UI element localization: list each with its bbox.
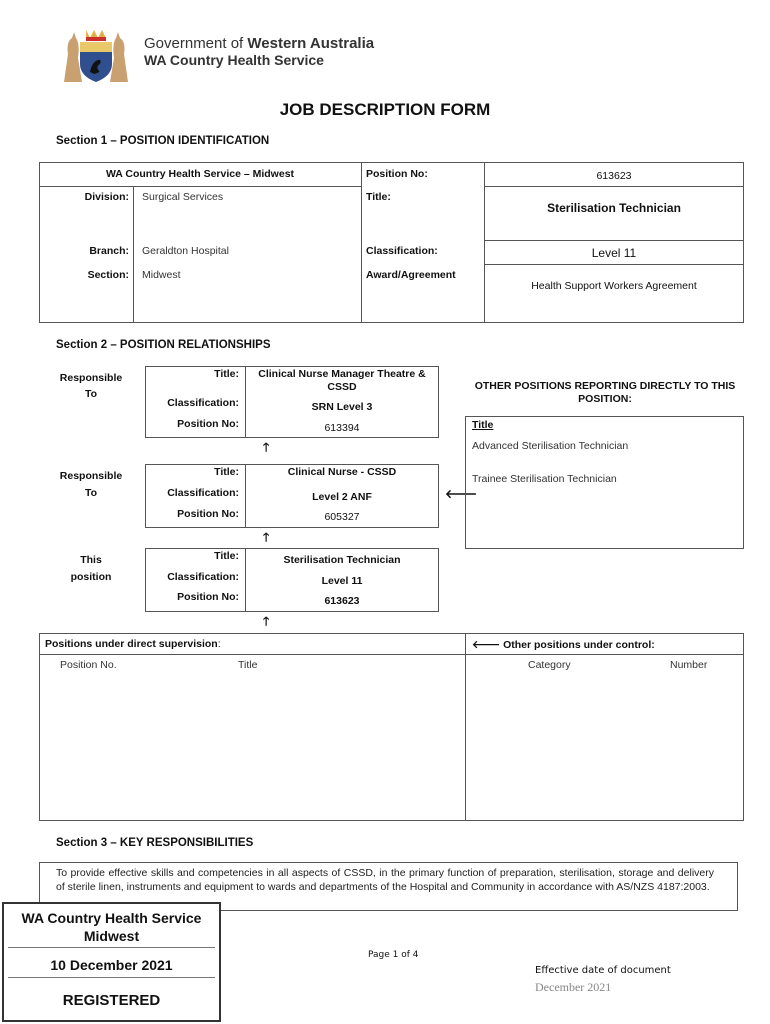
division-label: Division: (84, 191, 129, 203)
award-label: Award/Agreement (366, 269, 456, 281)
stamp-status: REGISTERED (62, 992, 161, 1009)
col-position-no: Position No. (60, 659, 117, 671)
section3-heading: Section 3 – KEY RESPONSIBILITIES (56, 837, 254, 849)
stamp-date: 10 December 2021 (50, 957, 173, 973)
award-value: Health Support Workers Agreement (531, 280, 697, 292)
box3-class-label: Classification: (167, 571, 239, 583)
org-line-2: WA Country Health Service (144, 52, 324, 68)
org-line-1 (144, 35, 374, 52)
other-positions-heading: OTHER POSITIONS REPORTING DIRECTLY TO THIS POSITION: (474, 380, 736, 405)
crest-logo (56, 24, 136, 86)
effective-date-label: Effective date of document (535, 965, 671, 976)
stamp-line-1: WA Country Health Service (21, 910, 202, 926)
box1-class-label: Classification: (167, 397, 239, 409)
box1-title: Clinical Nurse Manager Theatre & CSSD (258, 368, 426, 393)
position-no-label: Position No: (366, 168, 428, 180)
box3-title: Sterilisation Technician (283, 554, 401, 566)
page-number: Page 1 of 4 (368, 950, 419, 960)
box3-posno-label: Position No: (177, 591, 239, 603)
stamp-line-2: Midwest (83, 928, 140, 944)
box2-posno-label: Position No: (177, 508, 239, 520)
service-name: WA Country Health Service – Midwest (105, 168, 295, 180)
other-position-2: Trainee Sterilisation Technician (472, 473, 617, 485)
box1-classification: SRN Level 3 (311, 401, 373, 413)
box1-posno-label: Position No: (177, 418, 239, 430)
direct-supervision-label: Positions under direct supervision: (45, 638, 221, 650)
arrow-up-icon: 🡑 (263, 440, 270, 454)
branch-value: Geraldton Hospital (142, 245, 229, 257)
branch-label: Branch: (89, 245, 129, 257)
key-responsibilities-text: To provide effective skills and competencies in all aspects of CSSD, in the primary function of preparation, sterilisation, storage and delivery of sterile linen, instruments and equipment to wards and departments of the Hospital and Community in accordance with AS/NZS 4187:2003. (56, 867, 714, 893)
org-line-1-prefix: Government of (144, 35, 248, 52)
box1-left-label-2: To (84, 388, 98, 400)
arrow-up-icon: 🡑 (263, 614, 270, 628)
position-no-value: 613623 (596, 170, 632, 182)
other-control-label (472, 638, 655, 651)
box1-position-no: 613394 (324, 422, 360, 434)
title-label: Title: (366, 191, 391, 203)
box3-left-label-1: This (80, 554, 102, 566)
box2-left-label-2: To (84, 487, 98, 499)
effective-date-value: December 2021 (535, 980, 612, 994)
other-control-text: Other positions under control: (503, 639, 655, 651)
title-value: Sterilisation Technician (547, 201, 681, 215)
box1-left-label-1: Responsible (59, 372, 123, 384)
arrow-left-icon: 🡐 (472, 639, 501, 651)
other-position-1: Advanced Sterilisation Technician (472, 440, 629, 452)
supervision-table (39, 633, 744, 821)
col-number: Number (670, 659, 708, 671)
box3-classification: Level 11 (321, 575, 363, 587)
arrow-left-icon: 🡐 (445, 487, 478, 501)
col-title: Title (238, 659, 258, 671)
box2-position-no: 605327 (324, 511, 360, 523)
registered-stamp (2, 902, 221, 1022)
box2-left-label-1: Responsible (59, 470, 123, 482)
section-label: Section: (87, 269, 129, 281)
box3-left-label-2: position (70, 571, 112, 583)
box1-title-label: Title: (214, 368, 239, 380)
col-category: Category (528, 659, 571, 671)
box2-classification: Level 2 ANF (312, 491, 372, 503)
section-value: Midwest (142, 269, 181, 281)
classification-value: Level 11 (591, 246, 637, 260)
box2-class-label: Classification: (167, 487, 239, 499)
box2-title-label: Title: (214, 466, 239, 478)
direct-supervision-text: Positions under direct supervision (45, 638, 218, 650)
section2-heading: Section 2 – POSITION RELATIONSHIPS (56, 339, 271, 351)
form-title: JOB DESCRIPTION FORM (279, 100, 491, 119)
arrow-up-icon: 🡑 (263, 530, 270, 544)
org-line-1-strong: Western Australia (247, 35, 375, 52)
other-title-label: Title (472, 419, 494, 431)
division-value: Surgical Services (142, 191, 224, 203)
box3-position-no: 613623 (324, 595, 360, 607)
classification-label: Classification: (366, 245, 438, 257)
section1-heading: Section 1 – POSITION IDENTIFICATION (56, 135, 270, 147)
box3-title-label: Title: (214, 550, 239, 562)
box2-title: Clinical Nurse - CSSD (287, 466, 397, 478)
